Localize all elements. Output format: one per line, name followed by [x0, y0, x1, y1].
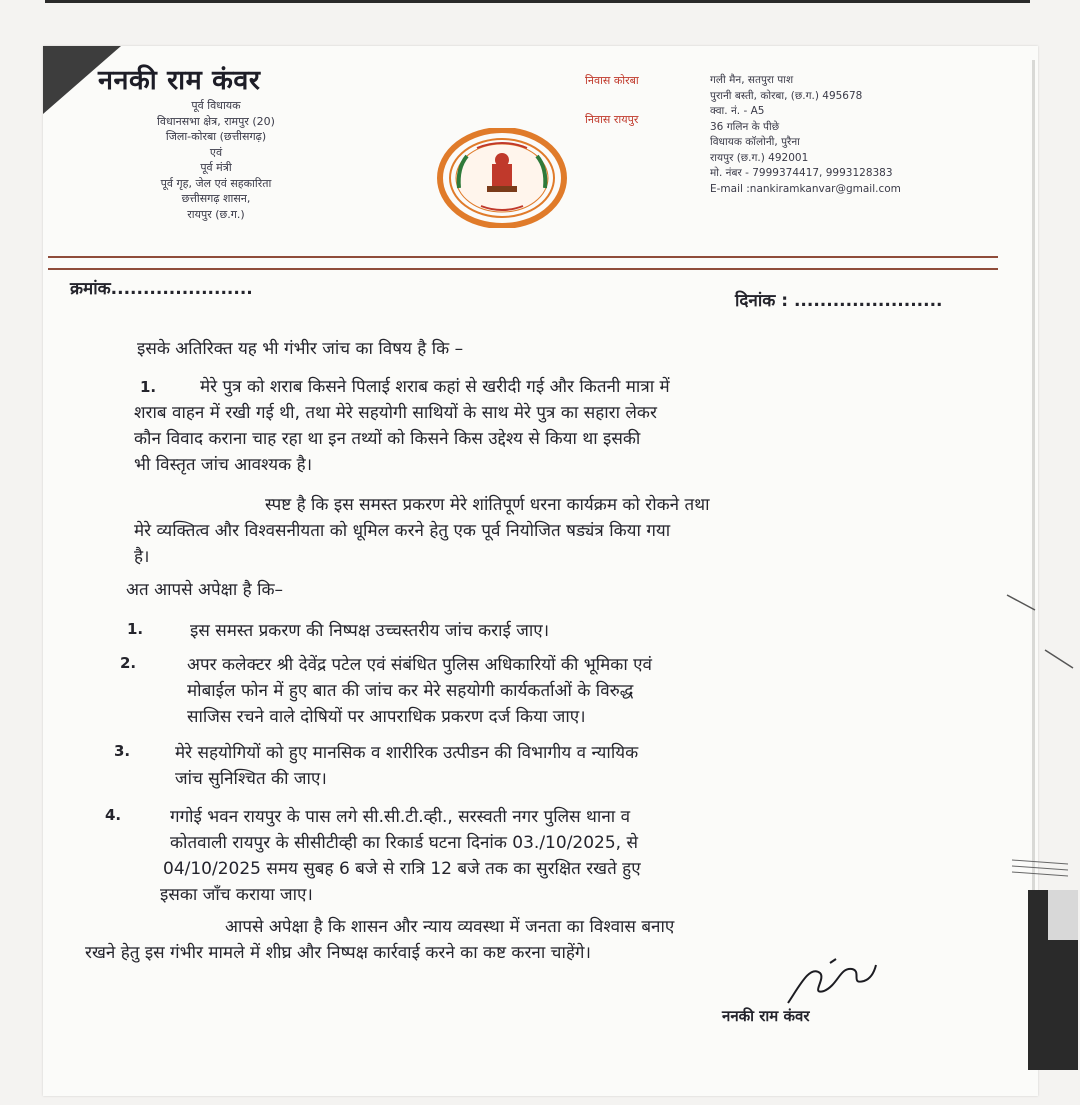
assembly-emblem-icon — [437, 128, 567, 228]
letterhead-rule — [48, 256, 998, 258]
para1-line: भी विस्तृत जांच आवश्यक है। — [134, 455, 313, 475]
para1-line: मेरे पुत्र को शराब किसने पिलाई शराब कहां से खरीदी गई और कितनी मात्रा में — [200, 377, 670, 397]
margin-edge-icon — [1008, 850, 1078, 1070]
request-line: इसका जाँच कराया जाए। — [160, 885, 313, 905]
address-line: पुरानी बस्ती, कोरबा, (छ.ग.) 495678 — [710, 89, 863, 102]
designation-line: पूर्व मंत्री — [200, 161, 232, 174]
request-number: 1. — [127, 620, 144, 638]
address-line: मो. नंबर - 7999374417, 9993128383 — [710, 167, 893, 179]
letterhead-name: ननकी राम कंवर — [98, 65, 261, 96]
residence-label-korba: निवास कोरबा — [585, 74, 639, 87]
request-line: 04/10/2025 समय सुबह 6 बजे से रात्रि 12 बजे तक का सुरक्षित रखते हुए — [163, 859, 641, 879]
reference-number: क्रमांक...................... — [70, 279, 253, 299]
designation-line: पूर्व विधायक — [191, 99, 241, 112]
signatory-name: ननकी राम कंवर — [722, 1007, 810, 1025]
para2-line: मेरे व्यक्तित्व और विश्वसनीयता को धूमिल करने हेतु एक पूर्व नियोजित षड्यंत्र किया गया — [134, 521, 671, 541]
request-line: साजिस रचने वाले दोषियों पर आपराधिक प्रकरण दर्ज किया जाए। — [187, 707, 586, 727]
para2-line: है। — [134, 547, 150, 567]
address-line: क्वा. नं. - A5 — [710, 105, 765, 117]
top-edge-line — [45, 0, 1030, 3]
request-line: इस समस्त प्रकरण की निष्पक्ष उच्चस्तरीय जांच कराई जाए। — [190, 621, 550, 641]
para2-line: स्पष्ट है कि इस समस्त प्रकरण मेरे शांतिपूर्ण धरना कार्यक्रम को रोकने तथा — [265, 495, 710, 515]
request-line: मोबाईल फोन में हुए बात की जांच कर मेरे सहयोगी कार्यकर्ताओं के विरुद्ध — [187, 681, 634, 701]
address-line: रायपुर (छ.ग.) 492001 — [710, 151, 809, 164]
letterhead-rule — [48, 268, 998, 270]
closing-line: रखने हेतु इस गंभीर मामले में शीघ्र और निष्पक्ष कार्रवाई करने का कष्ट करना चाहेंगे। — [85, 943, 591, 963]
request-line: जांच सुनिश्चित की जाए। — [175, 769, 327, 789]
request-line: अपर कलेक्टर श्री देवेंद्र पटेल एवं संबंधित पुलिस अधिकारियों की भूमिका एवं — [187, 655, 652, 675]
request-number: 4. — [105, 806, 122, 824]
designation-line: रायपुर (छ.ग.) — [187, 207, 245, 221]
request-line: कोतवाली रायपुर के सीसीटीव्ही का रिकार्ड घटना दिनांक 03./10/2025, से — [170, 833, 638, 853]
letterhead-designation — [96, 98, 336, 222]
letterhead-address — [710, 73, 901, 197]
address-line: गली मैन, सतपुरा पाश — [710, 74, 794, 86]
signature-scribble-icon — [780, 955, 880, 1010]
margin-mark-icon — [1005, 590, 1075, 670]
para-number: 1. — [140, 378, 157, 396]
residence-label-raipur: निवास रायपुर — [585, 113, 639, 126]
intro-text: इसके अतिरिक्त यह भी गंभीर जांच का विषय है कि – — [137, 339, 464, 359]
address-line: विधायक कॉलोनी, पुरैना — [710, 136, 800, 148]
email-line: E-mail :nankiramkanvar@gmail.com — [710, 182, 901, 195]
date-field: दिनांक : ....................... — [735, 291, 943, 311]
closing-line: आपसे अपेक्षा है कि शासन और न्याय व्यवस्था में जनता का विश्वास बनाए — [225, 917, 675, 937]
address-line: 36 गलिन के पीछे — [710, 120, 780, 133]
para1-line: कौन विवाद कराना चाह रहा था इन तथ्यों को किसने किस उद्देश्य से किया था इसकी — [134, 429, 641, 449]
request-number: 3. — [114, 742, 131, 760]
request-number: 2. — [120, 654, 137, 672]
request-line: गगोई भवन रायपुर के पास लगे सी.सी.टी.व्ही., सरस्वती नगर पुलिस थाना व — [170, 807, 631, 827]
designation-line: जिला-कोरबा (छत्तीसगढ़) — [165, 130, 267, 143]
designation-line: एवं — [209, 145, 223, 159]
designation-line: पूर्व गृह, जेल एवं सहकारिता — [160, 176, 272, 190]
designation-line: विधानसभा क्षेत्र, रामपुर (20) — [157, 114, 275, 128]
request-intro: अत आपसे अपेक्षा है कि– — [126, 580, 284, 600]
designation-line: छत्तीसगढ़ शासन, — [181, 192, 251, 205]
request-line: मेरे सहयोगियों को हुए मानसिक व शारीरिक उत्पीडन की विभागीय व न्यायिक — [175, 743, 639, 763]
para1-line: शराब वाहन में रखी गई थी, तथा मेरे सहयोगी साथियों के साथ मेरे पुत्र का सहारा लेकर — [134, 403, 657, 423]
